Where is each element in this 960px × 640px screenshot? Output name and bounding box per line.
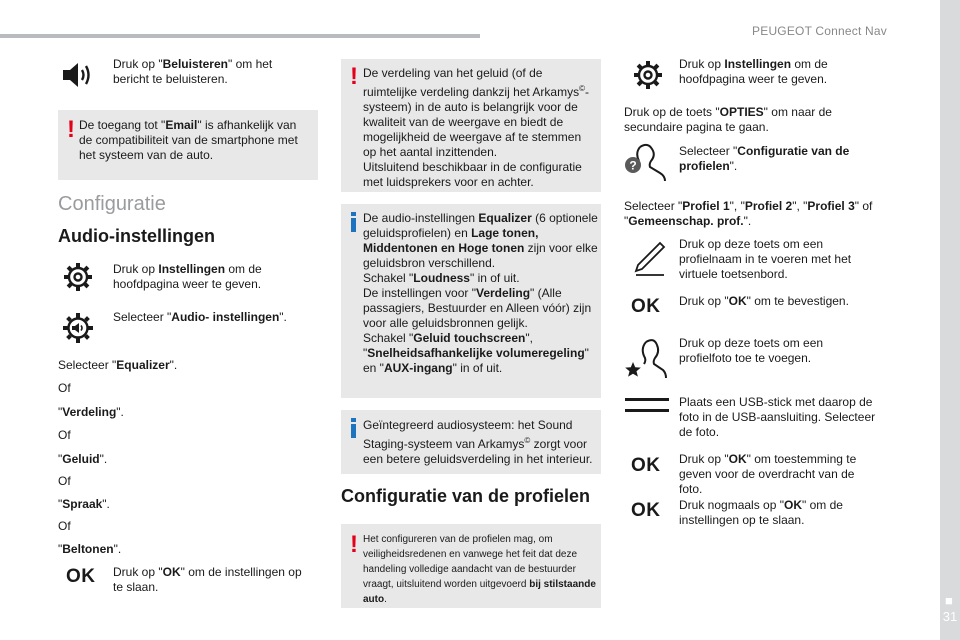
- col3-open-settings: Druk op Instellingen om de hoofdpagina weer te geven.: [679, 57, 828, 86]
- header-rule: [0, 34, 480, 38]
- or-label: Of: [58, 381, 71, 395]
- info-icon: [351, 418, 356, 438]
- ok-button-icon: OK: [66, 566, 96, 587]
- distribution-warning-box: [341, 59, 601, 192]
- email-warning-text: De toegang tot "Email" is afhankelijk van de compatibiliteit van de smartphone met het systeem van de auto.: [79, 118, 298, 162]
- page-number: 31: [942, 609, 958, 624]
- ok-save-text: Druk op "OK" om de instellingen op te slaan.: [113, 565, 302, 594]
- add-photo-text: Druk op deze toets om een profielfoto toe te voegen.: [679, 336, 824, 365]
- option-spraak: "Spraak".: [58, 497, 110, 511]
- step-select-audio: Selecteer "Audio- instellingen".: [113, 310, 287, 324]
- gear-icon: [633, 60, 663, 90]
- listen-text: Druk op "Beluisteren" om het bericht te beluisteren.: [113, 57, 273, 86]
- email-warning-box: [58, 110, 318, 180]
- warning-icon: !: [350, 63, 358, 90]
- sound-staging-info-box: [341, 410, 601, 474]
- ok-button-icon: OK: [631, 500, 661, 521]
- page-bullet: ■: [945, 593, 953, 608]
- option-beltonen: "Beltonen".: [58, 542, 122, 556]
- info-icon: [351, 212, 356, 232]
- page-header-title: PEUGEOT Connect Nav: [752, 24, 887, 38]
- pencil-icon: [632, 240, 666, 276]
- equalizer-info-box: [341, 204, 601, 398]
- distribution-warning-text: De verdeling van het geluid (of de ruimtelijke verdeling dankzij het Arkamys©-systeem) in de auto is belangrijk voor de kwaliteit van de weergave en biedt de mogelijkheid de weergave af te stemmen op het aantal inzittenden. Uitsluitend beschikbaar in de configuratie met luidsprekers voor en achter.: [363, 66, 589, 189]
- options-text: Druk op de toets "OPTIES" om naar de secundaire pagina te gaan.: [624, 105, 832, 134]
- usb-text: Plaats een USB-stick met daarop de foto in de USB-aansluiting. Selecteer de foto.: [679, 395, 876, 439]
- section-title: Configuratie: [58, 193, 166, 215]
- or-label: Of: [58, 474, 71, 488]
- warning-icon: !: [350, 531, 358, 558]
- select-config-text: Selecteer "Configuratie van de profielen".: [679, 144, 850, 173]
- profile-question-icon: [622, 143, 668, 183]
- ok-button-icon: OK: [631, 455, 661, 476]
- profiles-warning-text: Het configureren van de profielen mag, om veiligheidsredenen en vanwege het feit dat deze handeling volledige aandacht van de bestuurder vraagt, uitsluitend worden uitgevoerd bij stilstaande auto.: [363, 534, 596, 605]
- equalizer-info-text: De audio-instellingen Equalizer (6 optionele geluidsprofielen) en Lage tonen, Middentonen en Hoge tonen zijn voor elke geluidsbron verschillend. Schakel "Loudness" in of uit. De instellingen voor "Verdeling" (Alle passagiers, Bestuurder en Alleen vóór) zijn voor alle geluidsbronnen gelijk. Schakel "Geluid touchscreen", "Snelheidsafhankelijke volumeregeling" en "AUX-ingang" in of uit.: [363, 211, 598, 375]
- or-label: Of: [58, 428, 71, 442]
- warning-icon: !: [67, 116, 75, 143]
- profile-star-icon: [624, 338, 668, 380]
- rename-profile-text: Druk op deze toets om een profielnaam in te voeren met het virtuele toetsenbord.: [679, 237, 852, 281]
- profiles-section-title: Configuratie van de profielen: [341, 486, 591, 506]
- gear-audio-icon: [62, 312, 94, 344]
- select-equalizer-text: Selecteer "Equalizer".: [58, 358, 178, 372]
- ok-button-icon: OK: [631, 296, 661, 317]
- page-edge-bar: [940, 0, 960, 640]
- ok-transfer-text: Druk op "OK" om toestemming te geven voor de overdracht van de foto.: [679, 452, 857, 496]
- ok-save-settings-text: Druk nogmaals op "OK" om de instellingen op te slaan.: [679, 498, 843, 527]
- step-open-settings: Druk op Instellingen om de hoofdpagina weer te geven.: [113, 262, 262, 291]
- svg-text:?: ?: [629, 158, 637, 173]
- or-label: Of: [58, 519, 71, 533]
- sound-staging-text: Geïntegreerd audiosysteem: het Sound Staging-systeem van Arkamys© zorgt voor een betere geluidsverdeling in het interieur.: [363, 418, 593, 466]
- option-verdeling: "Verdeling".: [58, 405, 124, 419]
- subsection-title: Audio-instellingen: [58, 226, 215, 246]
- option-geluid: "Geluid".: [58, 452, 108, 466]
- speaker-icon: [62, 60, 96, 90]
- gear-icon: [63, 262, 93, 292]
- select-profile-text: Selecteer "Profiel 1", "Profiel 2", "Profiel 3" of "Gemeenschap. prof.".: [624, 199, 873, 228]
- confirm-text: Druk op "OK" om te bevestigen.: [679, 294, 849, 308]
- profiles-warning-box: [341, 524, 601, 608]
- usb-stick-icon: [624, 397, 670, 413]
